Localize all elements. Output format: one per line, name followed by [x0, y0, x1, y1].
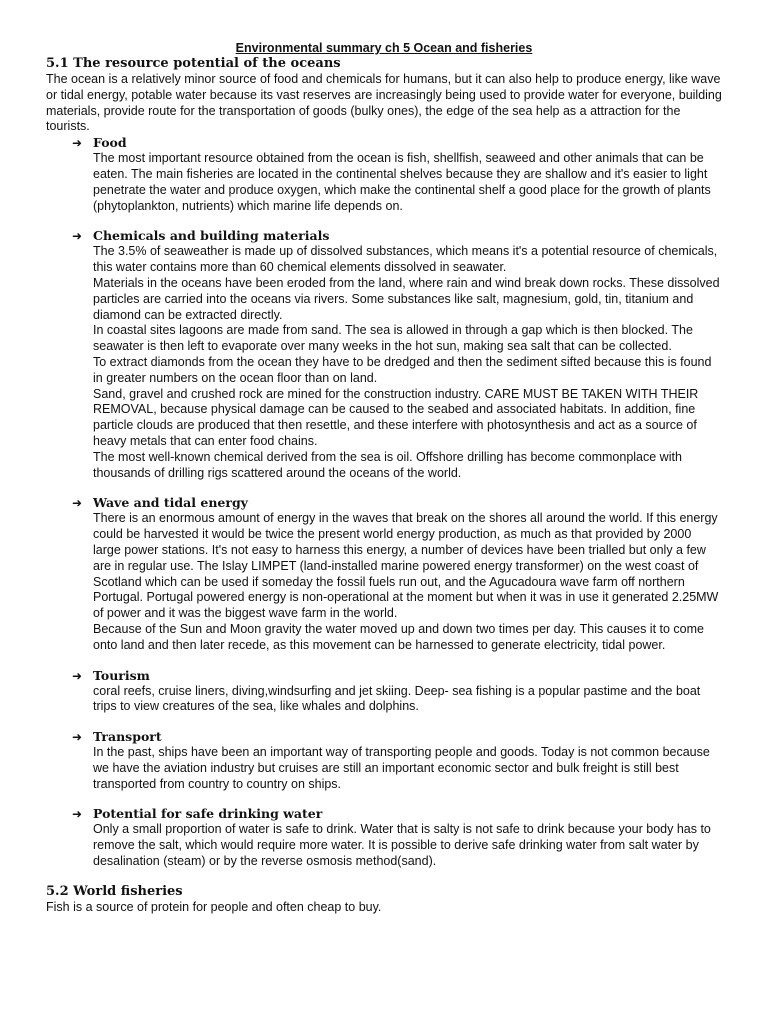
section-intro-world-fisheries: Fish is a source of protein for people and often cheap to buy. — [46, 899, 382, 914]
topic-paragraph: Sand, gravel and crushed rock are mined for the construction industry. CARE MUST BE TAKEN WITH THEIR REMOVAL, because physical damage can be caused to the seabed and associated habitats. In addition, fine particle clouds are produced that then resettle, and these interfere with photosynthesis and act as a source of heavy metals that can enter food chains. — [93, 386, 699, 448]
topic-body — [46, 511, 722, 653]
topic-heading — [46, 135, 722, 151]
topic-heading-label: Chemicals and building materials — [93, 228, 330, 244]
topic-body — [46, 684, 722, 716]
topic-paragraph: The 3.5% of seaweather is made up of dissolved substances, which means it's a potential resource of chemicals, this water contains more than 60 chemical elements dissolved in seawater. — [93, 244, 718, 275]
arrow-right-icon: ➜ — [72, 730, 83, 745]
topic-heading-label: Tourism — [93, 667, 150, 683]
topic-paragraph: The most important resource obtained from the ocean is fish, shellfish, seaweed and other animals that can be eaten. The main fisheries are located in the continental shelves because they are shallow and it's easier to light penetrate the water and produce oxygen, which make the continental shelf a good place for the growth of plants (phytoplankton, nutrients) which marine life depends on. — [93, 151, 711, 213]
topic-heading-label: Potential for safe drinking water — [93, 806, 323, 822]
topic-paragraph: In the past, ships have been an important way of transporting people and goods. Today is not common because we have the aviation industry but cruises are still an important economic sector and bulk freight is still best transported from country to country on ships. — [93, 745, 710, 791]
arrow-right-icon: ➜ — [72, 668, 83, 683]
section-heading-world-fisheries: 5.2 World fisheries — [46, 883, 183, 899]
topic-body — [46, 151, 722, 214]
topic-potential-for-safe-drinking-water — [46, 806, 722, 869]
topic-tourism — [46, 668, 722, 716]
topic-heading-label: Wave and tidal energy — [93, 495, 248, 511]
topic-wave-and-tidal-energy — [46, 495, 722, 653]
topic-heading — [46, 806, 722, 822]
topic-heading — [46, 668, 722, 684]
section-intro-resource-potential: The ocean is a relatively minor source of food and chemicals for humans, but it can also help to produce energy, like wave or tidal energy, potable water because its vast reserves are increasingly being used to provide water for everyone, building materials, provide route for the transportation of goods (bulky ones), the edge of the sea help as a attraction for the tourists. — [46, 72, 722, 134]
arrow-right-icon: ➜ — [72, 229, 83, 244]
topic-heading — [46, 729, 722, 745]
topic-paragraph: In coastal sites lagoons are made from sand. The sea is allowed in through a gap which is then blocked. The seawater is then left to evaporate over many weeks in the hot sun, making sea salt that can be collected. — [93, 323, 693, 354]
arrow-right-icon: ➜ — [72, 807, 83, 822]
topic-paragraph: coral reefs, cruise liners, diving,windsurfing and jet skiing. Deep- sea fishing is a popular pastime and the boat trips to view creatures of the sea, like whales and dolphins. — [93, 683, 701, 714]
topic-chemicals-and-building-materials — [46, 228, 722, 481]
arrow-right-icon: ➜ — [72, 136, 83, 151]
topic-heading-label: Food — [93, 135, 127, 151]
topic-food — [46, 135, 722, 214]
topic-heading — [46, 495, 722, 511]
topic-paragraph: Materials in the oceans have been eroded from the land, where rain and wind break down rocks. These dissolved particles are carried into the oceans via rivers. Some substances like salt, magnesium, gold, tin, titanium and diamond can be extracted directly. — [93, 275, 720, 322]
arrow-right-icon: ➜ — [72, 496, 83, 511]
topic-paragraph: To extract diamonds from the ocean they have to be dredged and then the sediment sifted because this is found in greater numbers on the ocean floor than on land. — [93, 354, 712, 385]
topic-paragraph: Because of the Sun and Moon gravity the water moved up and down two times per day. This causes it to come onto land and then later recede, as this movement can be harnessed to generate electricity, tidal power. — [93, 621, 704, 652]
topic-transport — [46, 729, 722, 792]
topic-body — [46, 244, 722, 481]
topic-heading — [46, 228, 722, 244]
topic-paragraph: There is an enormous amount of energy in the waves that break on the shores all around the world. If this energy could be harvested it would be twice the present world energy production, as much as that provided by 2000 large power stations. It's not easy to harness this energy, a number of devices have been trialled but only a few are in regular use. The Islay LIMPET (land-installed marine powered energy transformer) on the west coast of Scotland which can be used if someday the fossil fuels run out, and the Agucadoura wave farm off northern Portugal. Portugal powered energy is non-operational at the moment but when it was in use it generated 2.25MW of power and it was the biggest wave farm in the world. — [93, 511, 719, 621]
topic-body — [46, 745, 722, 792]
topic-paragraph: The most well-known chemical derived from the sea is oil. Offshore drilling has become commonplace with thousands of drilling rigs scattered around the oceans of the world. — [93, 449, 682, 480]
topic-body — [46, 822, 722, 869]
topic-paragraph: Only a small proportion of water is safe to drink. Water that is salty is not safe to drink because your body has to remove the salt, which would require more water. It is possible to derive safe drinking water from salt water by desalination (steam) or by the reverse osmosis method(sand). — [93, 822, 711, 869]
topic-list — [46, 135, 722, 870]
document-title: Environmental summary ch 5 Ocean and fisheries — [235, 41, 533, 55]
section-heading-resource-potential: 5.1 The resource potential of the oceans — [46, 56, 341, 71]
topic-heading-label: Transport — [93, 729, 162, 745]
